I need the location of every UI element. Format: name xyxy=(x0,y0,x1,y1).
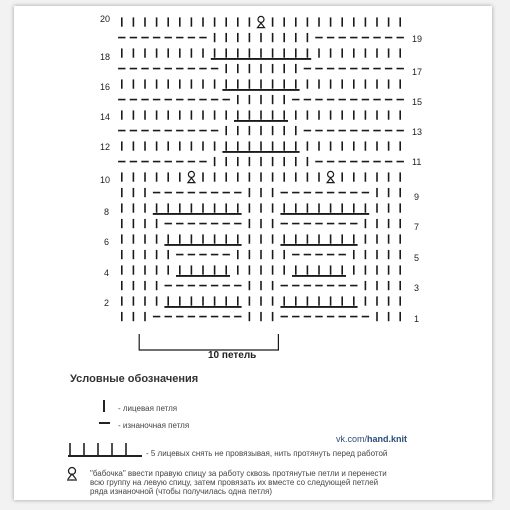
row-number-left: 2 xyxy=(104,298,110,308)
row-number-right: 9 xyxy=(414,192,420,202)
row-number-left: 4 xyxy=(104,268,110,278)
row-number-right: 3 xyxy=(414,283,420,293)
row-number-left: 18 xyxy=(100,52,111,62)
legend-butterfly-line: всю группу на левую спицу, затем провязать их вместе со следующей петлей xyxy=(90,478,379,487)
legend-title: Условные обозначения xyxy=(70,373,199,385)
repeat-label: 10 петель xyxy=(208,350,257,361)
butterfly-cell xyxy=(187,170,197,184)
row-number-right: 5 xyxy=(414,253,420,263)
row-number-left: 6 xyxy=(104,237,110,247)
legend-butterfly-line: ряда изнаночной (чтобы получилась одна петля) xyxy=(90,487,272,496)
legend-purl: - изнаночная петля xyxy=(118,421,190,430)
row-number-right: 13 xyxy=(412,127,423,137)
row-number-left: 20 xyxy=(100,14,111,24)
knit-symbol-icon xyxy=(100,398,110,414)
row-number-left: 8 xyxy=(104,207,110,217)
legend-knit: - лицевая петля xyxy=(118,404,178,413)
row-number-left: 10 xyxy=(100,175,111,185)
row-number-left: 12 xyxy=(100,142,111,152)
butterfly-cell xyxy=(256,15,266,29)
butterfly-cell xyxy=(326,170,336,184)
row-number-right: 17 xyxy=(412,67,423,77)
legend-butterfly-line: "бабочка" ввести правую спицу за работу сквозь протянутые петли и перенести xyxy=(90,469,387,478)
slip-five-symbol-icon xyxy=(66,440,146,460)
row-number-right: 7 xyxy=(414,222,420,232)
watermark-handle: hand.knit xyxy=(367,434,408,444)
butterfly-symbol-icon xyxy=(66,466,78,482)
row-number-right: 15 xyxy=(412,97,423,107)
row-number-right: 11 xyxy=(412,157,422,167)
row-number-left: 16 xyxy=(100,82,111,92)
row-number-left: 14 xyxy=(100,112,111,122)
legend-slip-five: - 5 лицевых снять не провязывая, нить протянуть перед работой xyxy=(146,449,388,458)
source-watermark xyxy=(336,434,407,444)
row-number-right: 1 xyxy=(414,314,420,324)
watermark-prefix: vk.com/ xyxy=(336,434,368,444)
repeat-bracket xyxy=(139,334,278,350)
row-number-right: 19 xyxy=(412,34,423,44)
purl-symbol-icon xyxy=(98,418,112,428)
